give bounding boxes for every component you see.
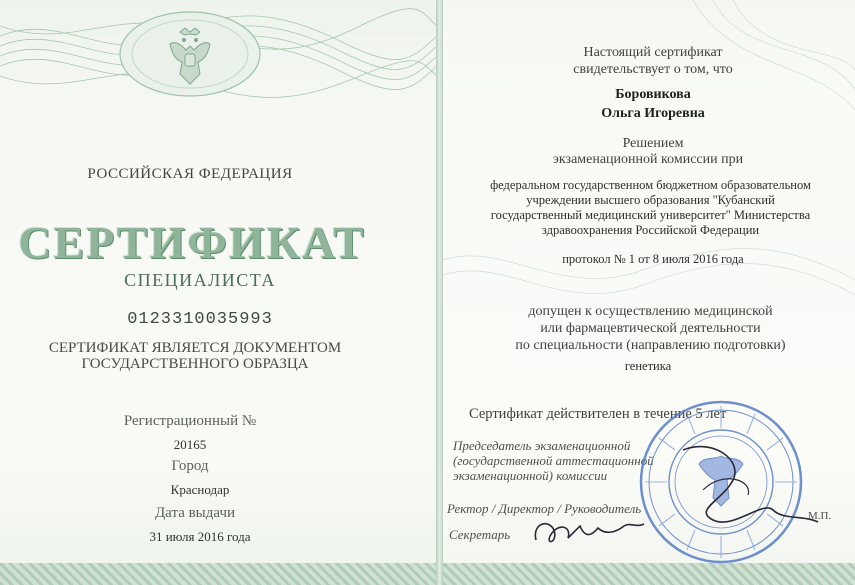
chair-line1: Председатель экзаменационной [453, 438, 631, 453]
certificate-number: 0123310035993 [127, 310, 273, 329]
secretary-label: Секретарь [449, 527, 511, 542]
certificate-title: СЕРТИФИКАТ [18, 217, 366, 268]
document-status-line1: СЕРТИФИКАТ ЯВЛЯЕТСЯ ДОКУМЕНТОМ [48, 340, 342, 356]
right-page [443, 0, 855, 585]
bottom-ornament-right [443, 563, 855, 585]
rector-label: Ректор / Директор / Руководитель [447, 501, 642, 516]
intro-line1: Настоящий сертификат [583, 45, 723, 60]
validity-text: Сертификат действителен в течение 5 лет [469, 406, 727, 422]
specialty-value: генетика [624, 359, 672, 373]
holder-surname: Боровикова [615, 87, 691, 102]
document-status [10, 340, 380, 372]
admitted-line2: или фармацевтической деятельности [540, 321, 761, 336]
chair-block [453, 438, 654, 483]
city-label: Город [171, 458, 209, 474]
holder-name: Ольга Игоревна [601, 106, 705, 121]
issue-date-value: 31 июля 2016 года [149, 529, 251, 544]
guilloche-band [0, 6, 437, 98]
admission-block [453, 303, 848, 354]
admitted-line1: допущен к осуществлению медицинской [528, 304, 773, 319]
protocol-line: протокол № 1 от 8 июля 2016 года [562, 252, 744, 266]
registration-value: 20165 [173, 437, 207, 452]
chair-signature [673, 430, 823, 540]
decision-line2: экзаменационной комиссии при [552, 152, 744, 167]
chair-line2: (государственной аттестационной [453, 453, 654, 468]
registration-label: Регистрационный № [123, 413, 257, 429]
certificate-subtitle: СПЕЦИАЛИСТА [124, 270, 276, 290]
org-line1: федеральном государственном бюджетном образовательном [490, 178, 811, 192]
city-value: Краснодар [170, 482, 230, 497]
admitted-line3: по специальности (направлению подготовки) [515, 338, 786, 353]
issue-date-label: Дата выдачи [154, 505, 236, 521]
org-line3: государственный медицинский университет" Министерства [490, 208, 811, 222]
seal-place-label: М.П. [808, 510, 832, 522]
document-status-line2: ГОСУДАРСТВЕННОГО ОБРАЗЦА [81, 356, 309, 372]
chair-line3: экзаменационной) комиссии [453, 468, 608, 483]
org-line4: здравоохранения Российской Федерации [541, 223, 760, 237]
country-label: РОССИЙСКАЯ ФЕДЕРАЦИЯ [87, 166, 293, 182]
organization-block [453, 178, 848, 238]
bottom-ornament [0, 563, 437, 585]
decision-line1: Решением [622, 136, 684, 151]
org-line2: учреждении высшего образования "Кубанский [526, 193, 775, 207]
intro-line2: свидетельствует о том, что [573, 62, 733, 77]
coat-of-arms-icon [162, 26, 218, 88]
secretary-signature [528, 512, 648, 552]
